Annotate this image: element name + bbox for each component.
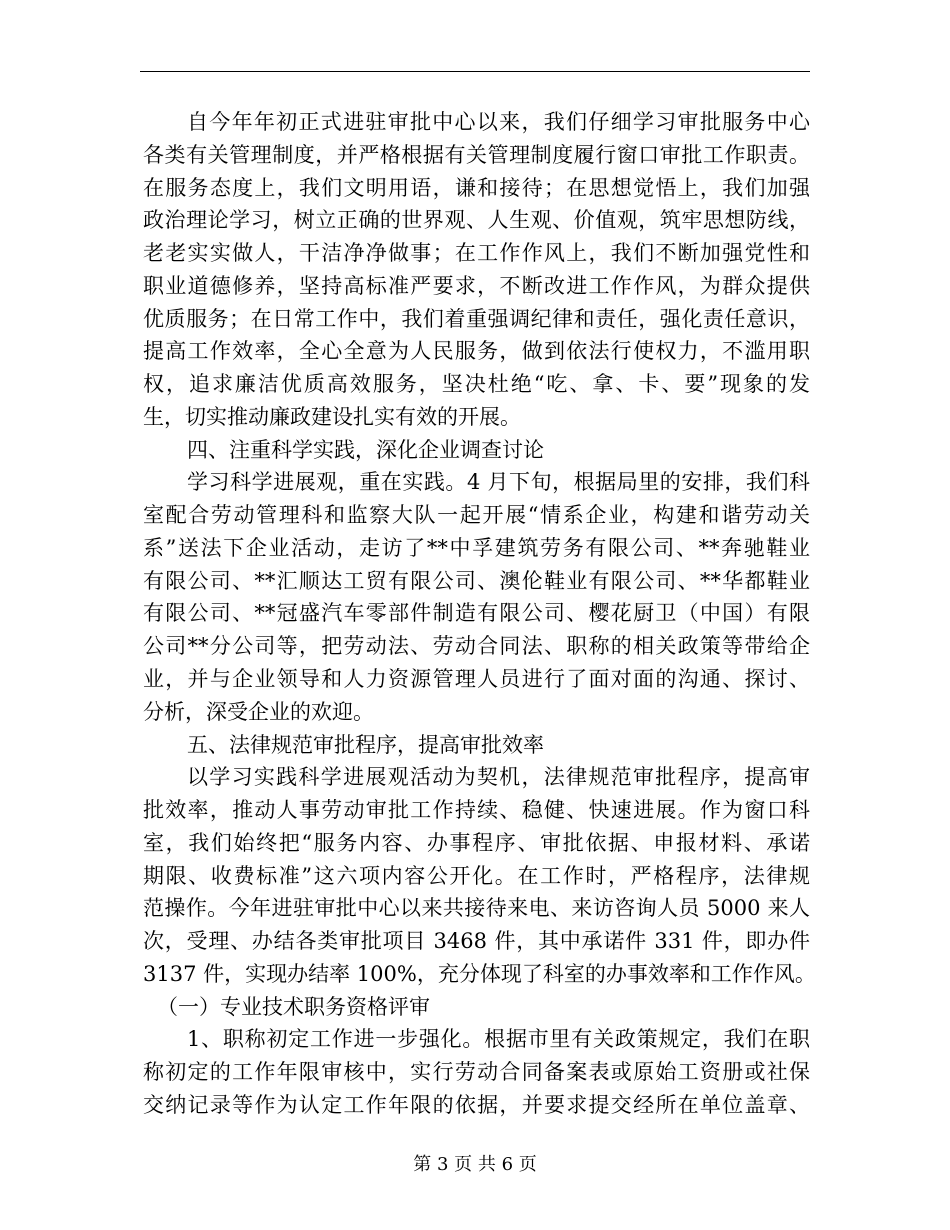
paragraph-line: 室，我们始终把“服务内容、办事程序、审批依据、申报材料、承诺 <box>143 830 810 855</box>
paragraph-line: 在服务态度上，我们文明用语，谦和接待；在思想觉悟上，我们加强 <box>143 175 810 200</box>
paragraph-line: 自今年年初正式进驻审批中心以来，我们仔细学习审批服务中心 <box>187 110 810 134</box>
document-body <box>143 106 816 1122</box>
paragraph-line: 各类有关管理制度，并严格根据有关管理制度履行窗口审批工作职责。 <box>143 142 810 167</box>
paragraph-line: 3137 件，实现办结率 100%，充分体现了科室的办事效率和工作作风。 <box>143 961 816 986</box>
paragraph-line: 优质服务；在日常工作中，我们着重强调纪律和责任，强化责任意识， <box>143 306 810 331</box>
page-footer <box>0 1152 950 1178</box>
section-heading-text: 四、注重科学实践，深化企业调查讨论 <box>187 437 544 462</box>
paragraph-line: 批效率，推动人事劳动审批工作持续、稳健、快速进展。作为窗口科 <box>143 798 810 823</box>
paragraph <box>143 761 816 990</box>
header-rule <box>140 71 810 72</box>
paragraph-line: 期限、收费标准”这六项内容公开化。在工作时，严格程序，法律规 <box>143 863 810 888</box>
paragraph-line: 政治理论学习，树立正确的世界观、人生观、价值观，筑牢思想防线， <box>143 208 810 233</box>
section-heading <box>143 729 810 762</box>
paragraph-line: 业，并与企业领导和人力资源管理人员进行了面对面的沟通、探讨、 <box>143 667 810 692</box>
paragraph-line: 以学习实践科学进展观活动为契机，法律规范审批程序，提高审 <box>187 765 810 790</box>
subsection-heading <box>143 991 810 1024</box>
paragraph-line: 提高工作效率，全心全意为人民服务，做到依法行使权力，不滥用职 <box>143 339 810 364</box>
paragraph-line: 分析，深受企业的欢迎。 <box>143 699 374 724</box>
paragraph-line: 次，受理、办结各类审批项目 3468 件，其中承诺件 331 件，即办件 <box>143 929 810 954</box>
paragraph-line: 公司**分公司等，把劳动法、劳动合同法、职称的相关政策等带给企 <box>143 634 810 659</box>
section-heading <box>143 434 810 467</box>
paragraph-line: 有限公司、**冠盛汽车零部件制造有限公司、樱花厨卫（中国）有限 <box>143 601 810 626</box>
paragraph-line: 称初定的工作年限审核中，实行劳动合同备案表或原始工资册或社保 <box>143 1060 810 1085</box>
paragraph-line: 范操作。今年进驻审批中心以来共接待来电、来访咨询人员 5000 来人 <box>143 896 810 921</box>
paragraph-line: 有限公司、**汇顺达工贸有限公司、澳伦鞋业有限公司、**华都鞋业 <box>143 568 810 593</box>
paragraph-line: 职业道德修养，坚持高标准严要求，不断改进工作作风，为群众提供 <box>143 273 810 298</box>
paragraph-line: 交纳记录等作为认定工作年限的依据，并要求提交经所在单位盖章、 <box>143 1092 810 1117</box>
paragraph-line: 1、职称初定工作进一步强化。根据市里有关政策规定，我们在职 <box>187 1027 810 1052</box>
page-number-label: 第 3 页 共 6 页 <box>413 1154 537 1175</box>
paragraph-line: 权，追求廉洁优质高效服务，坚决杜绝“吃、拿、卡、要”现象的发 <box>143 372 810 397</box>
paragraph-line: 学习科学进展观，重在实践。4 月下旬，根据局里的安排，我们科 <box>187 470 810 495</box>
paragraph-line: 生，切实推动廉政建设扎实有效的开展。 <box>143 404 521 429</box>
paragraph-line: 系”送法下企业活动，走访了**中孚建筑劳务有限公司、**奔驰鞋业 <box>143 535 810 560</box>
paragraph-line: 室配合劳动管理科和监察大队一起开展“情系企业，构建和谐劳动关 <box>143 503 810 528</box>
subsection-heading-text: （一）专业技术职务资格评审 <box>157 994 430 1019</box>
paragraph <box>143 1023 810 1121</box>
paragraph <box>143 466 810 728</box>
paragraph <box>143 106 810 434</box>
section-heading-text: 五、法律规范审批程序，提高审批效率 <box>187 732 544 757</box>
paragraph-line: 老老实实做人，干洁净净做事；在工作作风上，我们不断加强党性和 <box>143 241 810 266</box>
